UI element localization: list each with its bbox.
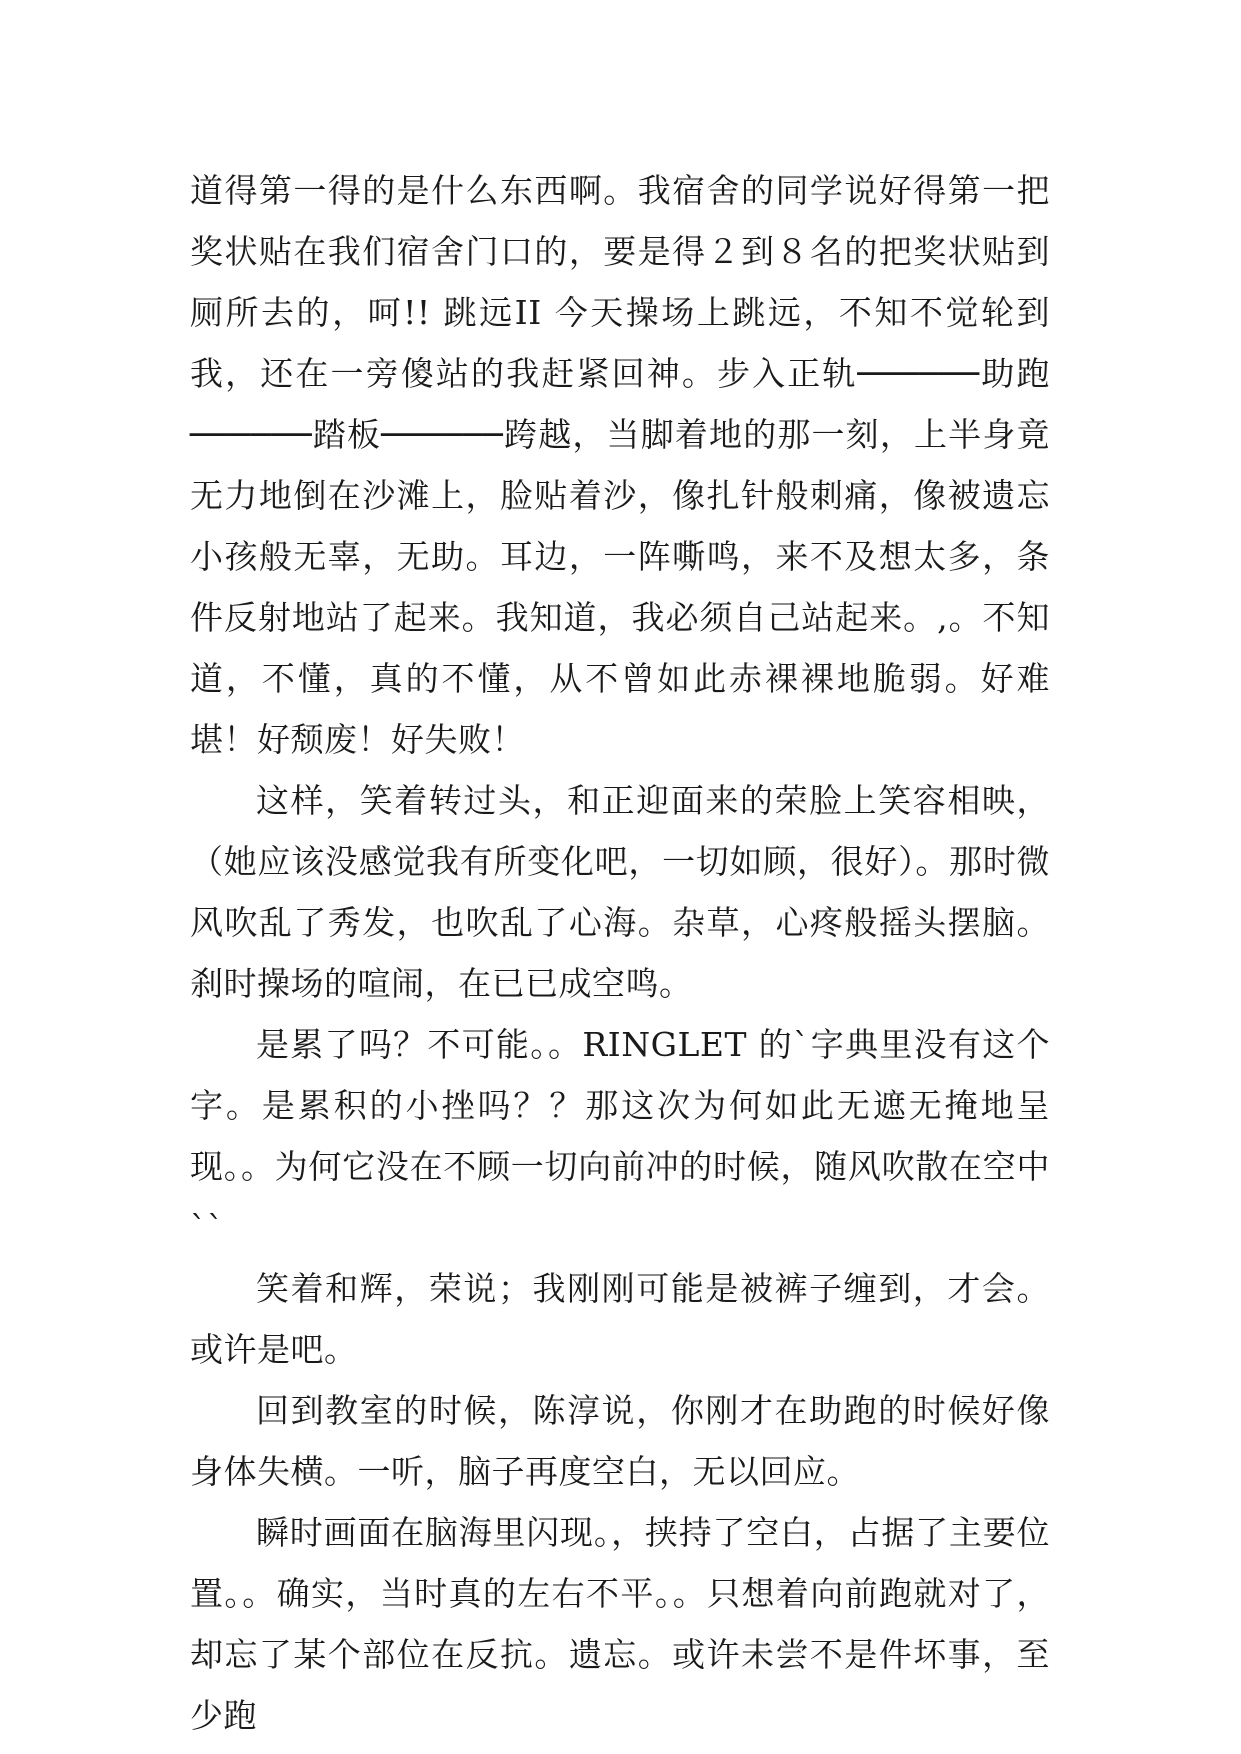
paragraph: 瞬时画面在脑海里闪现。，挟持了空白，占据了主要位置。。确实，当时真的左右不平。。只想着向前跑就对了，却忘了某个部位在反抗。遗忘。或许未尝不是件坏事，至少跑 [190,1513,1050,1735]
paragraph: 回到教室的时候，陈淳说，你刚才在助跑的时候好像身体失横。一听，脑子再度空白，无以回应。 [190,1391,1050,1491]
paragraph: 这样，笑着转过头，和正迎面来的荣脸上笑容相映，（她应该没感觉我有所变化吧，一切如顾，很好）。那时微风吹乱了秀发，也吹乱了心海。杂草，心疼般摇头摆脑。刹时操场的喧闹，在已已成空鸣。 [190,781,1050,1003]
paragraph: 是累了吗？不可能。。RINGLET 的`字典里没有这个字。是累积的小挫吗？？那这次为何如此无遮无掩地呈现。。为何它没在不顾一切向前冲的时候，随风吹散在空中`` [190,1025,1050,1247]
document-body [190,160,1050,1746]
paragraph: 笑着和辉，荣说；我刚刚可能是被裤子缠到，才会。或许是吧。 [190,1269,1050,1369]
paragraph: 道得第一得的是什么东西啊。我宿舍的同学说好得第一把奖状贴在我们宿舍门口的，要是得２到８名的把奖状贴到厕所去的，呵!! 跳远II 今天操场上跳远，不知不觉轮到我，还在一旁傻站的我赶紧回神。步入正轨──────助跑──────踏板──────跨越，当脚着地的那一刻，上半身竟无力地倒在沙滩上，脸贴着沙，像扎针般刺痛，像被遗忘小孩般无辜，无助。耳边，一阵嘶鸣，来不及想太多，条件反射地站了起来。我知道，我必须自己站起来。,。不知道，不懂，真的不懂，从不曾如此赤裸裸地脆弱。好难堪！好颓废！好失败！ [190,171,1050,759]
